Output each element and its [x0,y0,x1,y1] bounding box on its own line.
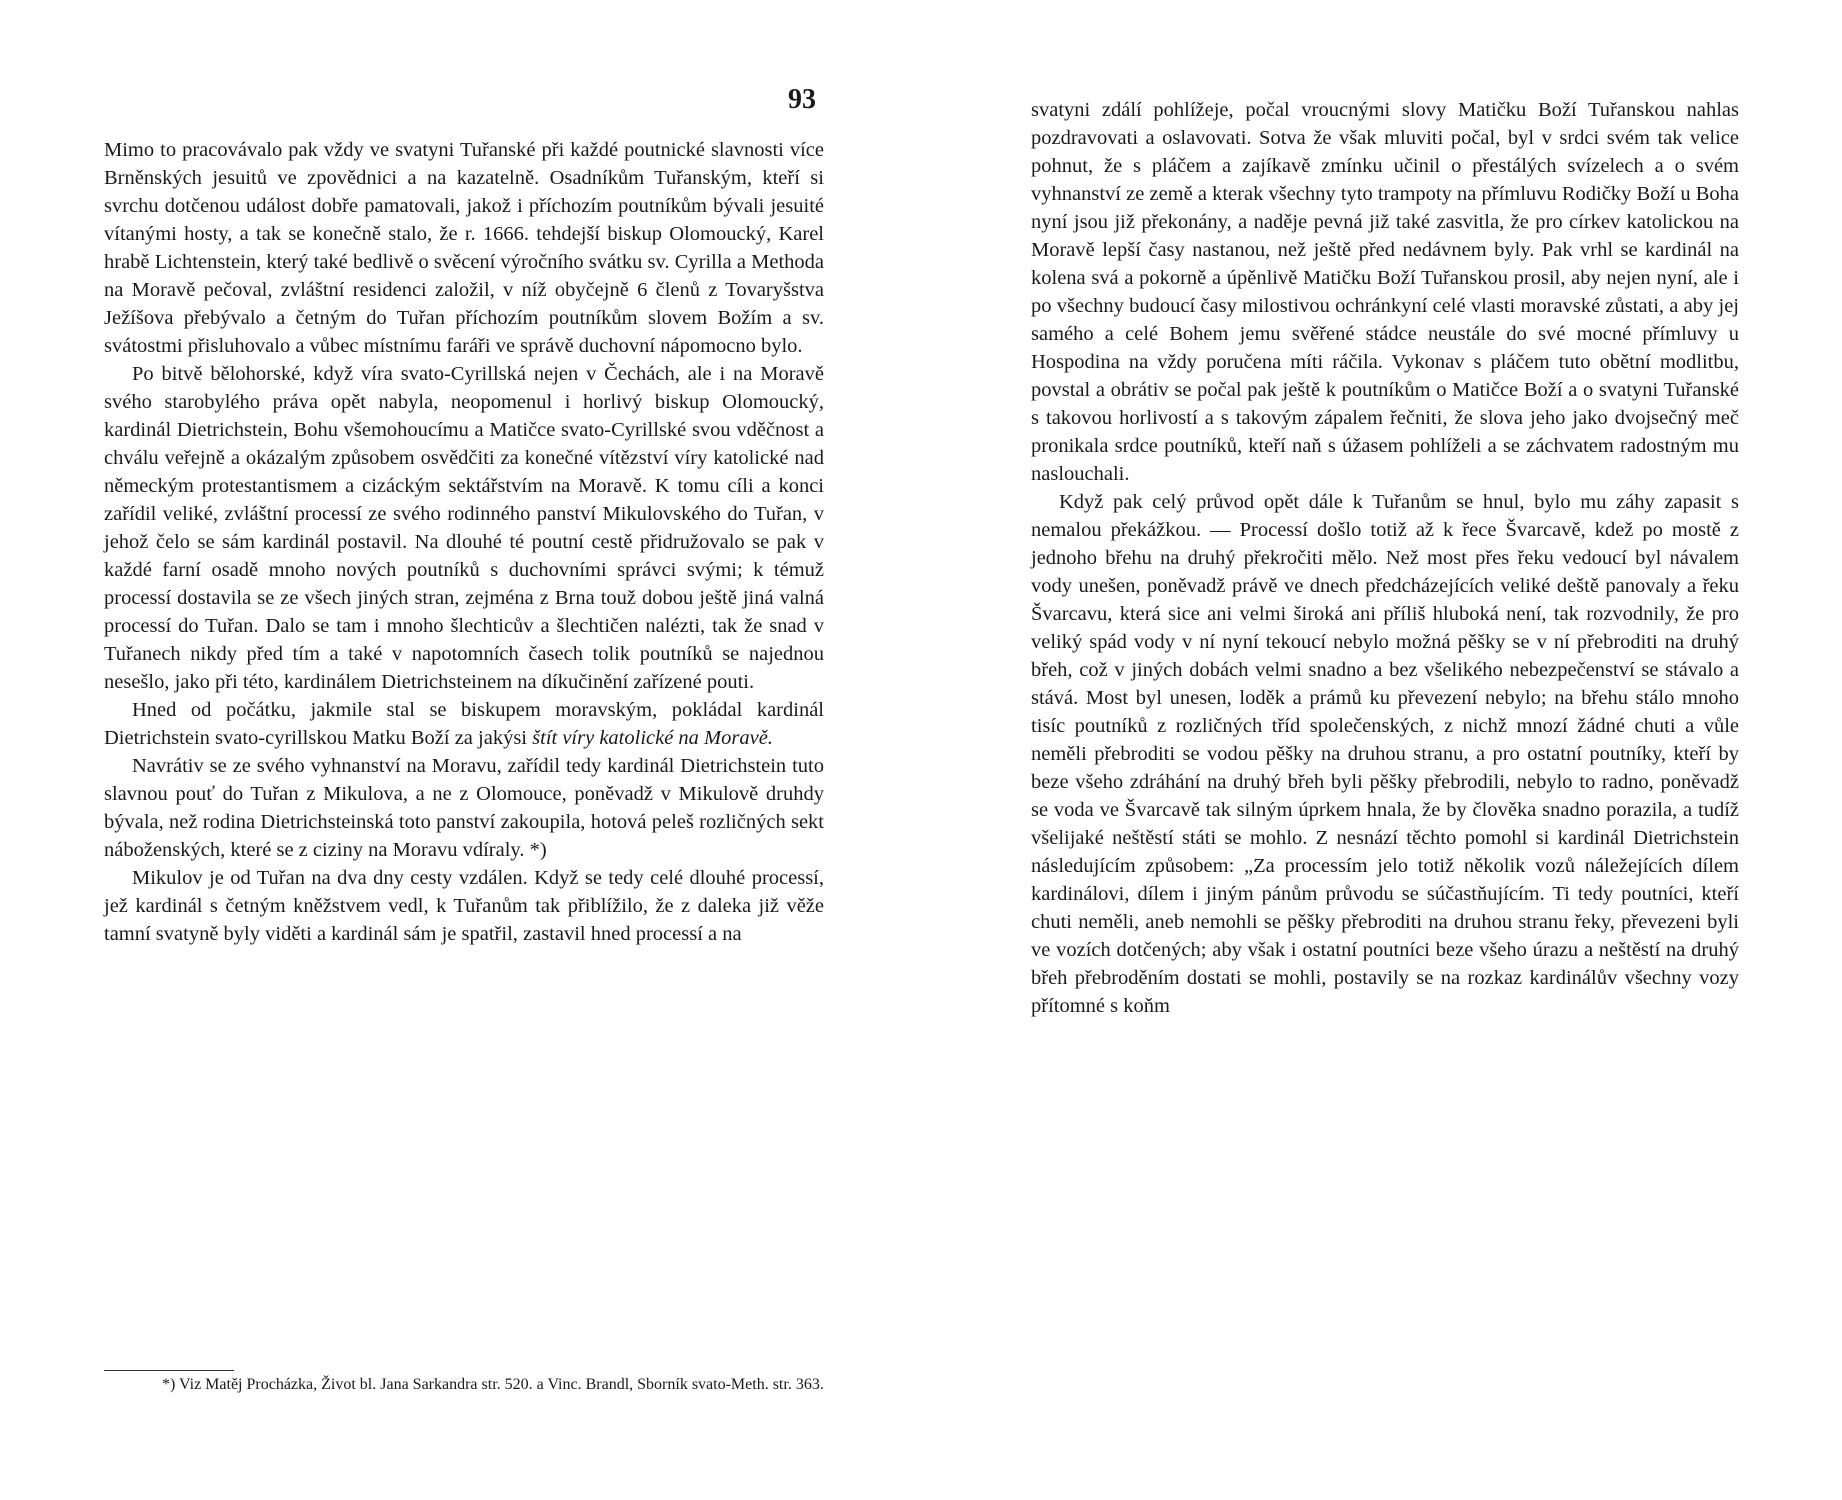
paragraph: Mimo to pracovávalo pak vždy ve svatyni Tuřanské při každé poutnické slavnosti více Brněnských jesuitů ve zpovědnici a na kazatelně. Osadníkům Tuřanským, kteří si svrchu dotčenou událost dobře pamatovali, jakož i příchozím poutníkům bývali jesuité vítanými hosty, a tak se konečně stalo, že r. 1666. tehdejší biskup Olomoucký, Karel hrabě Lichtenstein, který také bedlivě o svěcení výročního svátku sv. Cyrilla a Methoda na Moravě pečoval, zvláštní residenci založil, v níž obyčejně 6 členů z Tovaryšstva Ježíšova přebývalo a četným do Tuřan příchozím poutníkům slovem Božím a sv. svátostmi přisluhovalo a vůbec místnímu faráři ve správě duchovní nápomocno bylo. [104,139,824,357]
emphasized-phrase: štít víry katolické na Moravě. [532,727,773,749]
paragraph: svatyni zdálí pohlížeje, počal vroucnými slovy Matičku Boží Tuřanskou nahlas pozdravovati a oslavovati. Sotva že však mluviti počal, byl v srdci svém tak velice pohnut, že s pláčem a zajíkavě zmínku učinil o přestálých svízelech a o svém vyhnanství ze země a kterak všechny tyto trampoty na přímluvu Rodičky Boží u Boha nyní jsou již překonány, a naděje pevná již také zasvitla, že pro církev katolickou na Moravě lepší časy nastanou, než ještě před nedávnem byly. Pak vrhl se kardinál na kolena svá a pokorně a úpěnlivě Matičku Boží Tuřanskou prosil, aby nejen nyní, ale i po všechny budoucí časy milostivou ochránkyní celé vlasti moravské zůstati, a aby jej samého a celé Bohem jemu svěřené stádce neustále do své mocné přímluvy u Hospodina na vždy poručena míti ráčila. Vykonav s pláčem tuto obětní modlitbu, povstal a obrátiv se počal pak ještě k poutníkům o Matičce Boží a o svatyni Tuřanské s takovou horlivostí a s takovým zápalem řečniti, že slova jeho jako dvojsečný meč pronikala srdce poutníků, kteří naň s úžasem pohlíželi a se záchvatem radostným mu naslouchali. [1031,99,1739,485]
paragraph: Mikulov je od Tuřan na dva dny cesty vzdálen. Když se tedy celé dlouhé processí, jež kardinál s četným kněžstvem vedl, k Tuřanům tak přiblížilo, že z daleka již věže tamní svatyně byly viděti a kardinál sám je spatřil, zastavil hned processí a na [104,867,824,945]
page-number: 93 [788,84,816,115]
right-page [921,0,1842,1500]
paragraph: Po bitvě bělohorské, když víra svato-Cyrillská nejen v Čechách, ale i na Moravě svého starobylého práva opět nabyla, neopomenul i horlivý biskup Olomoucký, kardinál Dietrichstein, Bohu všemohoucímu a Matičce svato-Cyrillské svou vděčnost a chválu veřejně a okázalým způsobem osvědčiti za konečné vítězství víry katolické nad německým protestantismem a cizáckým sektářstvím na Moravě. K tomu cíli a konci zařídil veliké, zvláštní processí ze svého rodinného panství Mikulovského do Tuřan, v jehož čelo se sám kardinál postavil. Na dlouhé té poutní cestě přidružovalo se pak v každé farní osadě mnoho nových poutníků s duchovními správci svými; k témuž processí dostavila se ze všech jiných stran, zejména z Brna touž dobou ještě jiná valná processí do Tuřan. Dalo se tam i mnoho šlechticův a šlechtičen nalézti, tak že snad v Tuřanech nikdy před tím a také v napotomních časech tolik poutníků se najednou nesešlo, jako při této, kardinálem Dietrichsteinem na díkučinění zařízené pouti. [104,363,824,693]
footnote-divider [104,1370,234,1371]
paragraph-text: Hned od počátku, jakmile stal se biskupem moravským, pokládal kardinál Dietrichstein svato-cyrillskou Matku Boží za jakýsi [104,699,824,749]
paragraph: Navrátiv se ze svého vyhnanství na Moravu, zařídil tedy kardinál Dietrichstein tuto slavnou pouť do Tuřan z Mikulova, a ne z Olomouce, poněvadž v Mikulově druhdy bývala, než rodina Dietrichsteinská toto panství zakoupila, hotová peleš rozličných sekt náboženských, které se z ciziny na Moravu vdíraly. *) [104,755,824,861]
paragraph: Když pak celý průvod opět dále k Tuřanům se hnul, bylo mu záhy zapasit s nemalou překážkou. — Processí došlo totiž až k řece Švarcavě, kdež po mostě z jednoho břehu na druhý překročiti mělo. Než most přes řeku vedoucí byl návalem vody unešen, poněvadž právě ve dnech předcházejících veliké deště panovaly a řeku Švarcavu, která sice ani velmi široká ani příliš hluboká není, tak rozvodnily, že pro veliký spád vody v ní nyní tekoucí nebylo možná pěšky se v ní přebroditi na druhý břeh, což v jiných dobách velmi snadno a bez všelikého nebezpečenství se stávalo a stává. Most byl unesen, loděk a prámů ku převezení nebylo; na břehu stálo mnoho tisíc poutníků z rozličných tříd společenských, z nichž mnozí žádné chuti a vůle neměli přebroditi se vodou pěšky na druhou stranu, a pro ostatní poutníky, kteří by beze všeho zdráhání na druhý břeh byli pěšky přebrodili, nebylo to radno, poněvadž se voda ve Švarcavě tak silným úprkem hnala, že by člověka snadno porazila, a tudíž všelijaké neštěstí státi se mohlo. Z nesnází těchto pomohl si kardinál Dietrichstein následujícím způsobem: „Za processím jelo totiž několik vozů náležejících dílem kardinálovi, dílem i jiným pánům průvodu se súčastňujícím. Ti tedy poutníci, kteří chuti neměli, aneb nemohli se pěšky přebroditi na druhou stranu řeky, převezeni byli ve vozích dotčených; aby však i ostatní poutníci beze všeho úrazu a neštěstí na druhý břeh přebroděním dostati se mohli, postavily se na rozkaz kardinálův všechny vozy přítomné s koňm [1031,491,1739,1017]
footnote-text: *) Viz Matěj Procházka, Život bl. Jana Sarkandra str. 520. a Vinc. Brandl, Sborník svato-Meth. str. 363. [162,1376,824,1393]
footnote [104,1374,824,1396]
right-page-text [1031,96,1739,1020]
paragraph [104,696,824,752]
left-page-text [104,136,824,948]
